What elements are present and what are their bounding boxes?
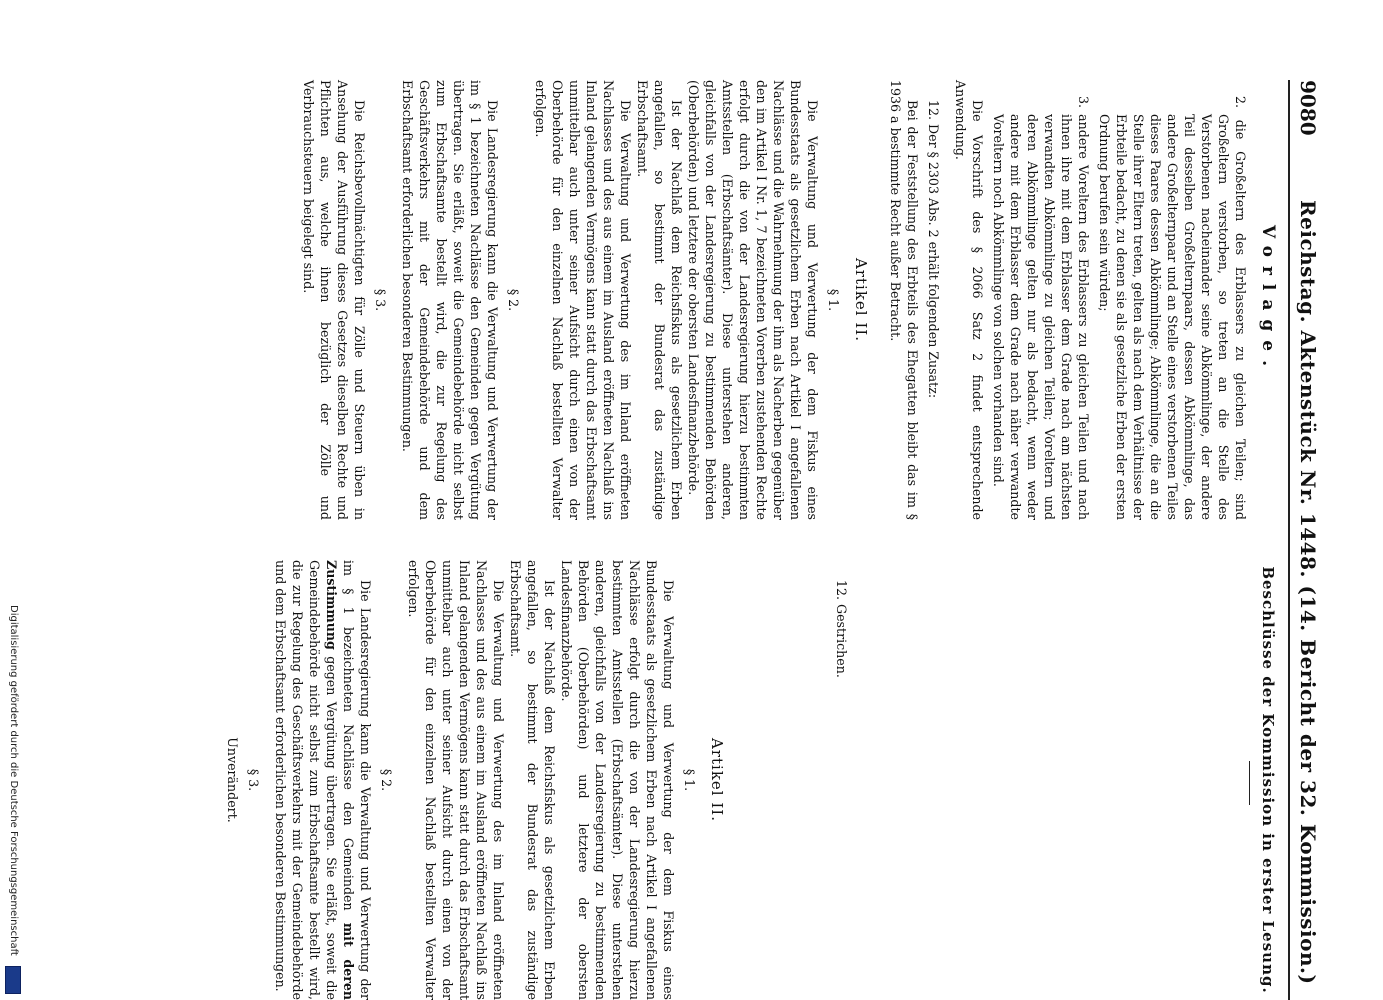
- article-heading: Artikel II.: [852, 258, 870, 342]
- section-1-paragraph-1: Die Verwaltung und Verwertung der dem Fiskus eines Bundesstaats als gesetzlichem Erben nach Artikel I angefallenen Nachlässe erfolgt durch die von der Landesregierung hierzu bestimmten Amtsstellen (Erbschaftsämter). Diese unterstehen anderen, gleichfalls von der Landesregierung zu bestimmenden Behörden (Oberbehörden) und letztere der obersten Landesfinanzbehörde.: [559, 560, 676, 1000]
- section-2-text-a: Die Landesregierung kann die Verwaltung und Verwertung der im § 1 bezeichneten Nachlässe den Gemeinden: [341, 560, 373, 1000]
- section-1-paragraph-3: Die Verwaltung und Verwertung des im Inland eröffneten Nachlasses und des aus einem im Ausland eröffneten Nachlaß ins Inland gelangenden Vermögens kann statt durch das Erbschaftsamt unmittelbar auch unter seiner Aufsicht durch einen von der Oberbehörde für den einzelnen Nachlaß bestellten Verwalter erfolgen.: [406, 560, 506, 1000]
- dfg-logo: [5, 966, 21, 994]
- section-1-paragraph-3: Die Verwaltung und Verwertung des im Inland eröffneten Nachlasses und des aus einem im Ausland eröffneten Nachlaß ins Inland gelangenden Vermögens kann statt durch das Erbschaftsamt unmittelbar auch unter seiner Aufsicht durch einen von der Oberbehörde für den einzelnen Nachlaß bestellten Verwalter erfolgen.: [533, 80, 633, 520]
- list-item-12-struck: 12. Gestrichen.: [834, 580, 849, 678]
- article-heading: Artikel II.: [708, 738, 726, 822]
- column-beschluesse: [70, 560, 1280, 1000]
- column-vorlage: [70, 80, 1280, 520]
- page-header: [1288, 80, 1320, 1000]
- section-3-heading: § 3.: [246, 768, 261, 792]
- rotated-document-page: [60, 80, 1320, 1000]
- list-item-2: 2. die Großeltern des Erblassers zu gleichen Teilen; sind Großeltern verstorben, so treten an die Stelle des Verstorbenen nacheinander seine Abkömmlinge, der andere Teil desselben Großelternpaars, dessen Abkömmlinge, das andere Großelternpaar und an Stelle eines verstorbenen Teiles dieses Paares dessen Abkömmlinge; Abkömmlinge, die an die Stelle ihrer Eltern treten, gelten als nach dem Verhältnisse der Erbteile bedacht, zu denen sie als gesetzliche Erben der ersten Ordnung berufen sein würden;: [1097, 96, 1248, 520]
- paragraph-vorschrift: Die Vorschrift des § 2066 Satz 2 findet entsprechende Anwendung.: [953, 80, 985, 520]
- section-3-paragraph: Die Reichsbevollmächtigten für Zölle und Steuern üben in Ansehung der Ausführung dieses Gesetzes dieselben Rechte und Pflichten aus, welche ihnen bezüglich der Zölle und Verbrauchsteuern beigelegt sind.: [301, 80, 367, 520]
- section-3-heading: § 3.: [373, 288, 388, 312]
- section-2-paragraph: [272, 560, 374, 1000]
- column-heading-vorlage: Vorlage.: [1258, 224, 1278, 376]
- section-2-heading: § 2.: [379, 768, 394, 792]
- page-number: 9080: [1296, 80, 1320, 136]
- section-1-heading: § 1.: [826, 288, 841, 312]
- section-1-paragraph-2: Ist der Nachlaß dem Reichsfiskus als gesetzlichem Erben angefallen, so bestimmt der Bundesrat das zuständige Erbschaftsamt.: [635, 80, 684, 520]
- section-2-paragraph: Die Landesregierung kann die Verwaltung und Verwertung der im § 1 bezeichneten Nachlässe den Gemeinden gegen Vergütung übertragen. Sie erläßt, soweit die Gemeindebehörde nicht selbst zum Erbschaftsamte bestellt wird, die zur Regelung des Geschäftsverkehrs mit der Gemeindebehörde und dem Erbschaftsamt erforderlichen besonderen Bestimmungen.: [400, 80, 500, 520]
- section-2-heading: § 2.: [506, 288, 521, 312]
- section-1-paragraph-1: Die Verwaltung und Verwertung der dem Fiskus eines Bundesstaats als gesetzlichem Erben nach Artikel I angefallenen Nachlässe und die Wahrnehmung der ihm als Nacherben gegenüber den im Artikel I Nr. 1, 7 bezeichneten Vorerben zustehenden Rechte erfolgt durch die von der Landesregierung hierzu bestimmten Amtsstellen (Erbschaftsämter). Diese unterstehen anderen, gleichfalls von der Landesregierung zu bestimmenden Behörden (Oberbehörden) und letztere der obersten Landesfinanzbehörde.: [686, 80, 820, 520]
- section-2-text-b: gegen Vergütung übertragen. Sie erläßt, soweit die Gemeindebehörde nicht selbst zum Erbschaftsamte bestellt wird, die zur Regelung des Geschäftsverkehrs mit der Gemeindebehörde und dem Erbschaftsamt erforderlichen besonderen Bestimmungen.: [273, 560, 339, 1000]
- list-item-12-text: Bei der Feststellung des Erbteils des Ehegatten bleibt das im § 1936 a bestimmte Recht außer Betracht.: [888, 80, 920, 520]
- page-title: Reichstag. Aktenstück Nr. 1448. (14. Bericht der 32. Kommission.): [1296, 200, 1320, 985]
- section-2-text-bold: mit deren Zustimmung: [324, 560, 356, 1000]
- section-1-paragraph-2: Ist der Nachlaß dem Reichsfiskus als gesetzlichem Erben angefallen, so bestimmt der Bundesrat das zuständige Erbschaftsamt.: [508, 560, 557, 1000]
- section-1-heading: § 1.: [682, 768, 697, 792]
- section-3-unchanged: Unverändert.: [225, 737, 240, 823]
- list-item-12: 12. Der § 2303 Abs. 2 erhält folgenden Zusatz:: [926, 100, 941, 399]
- column-heading-beschluesse: [1242, 560, 1276, 1000]
- column-heading-text: Beschlüsse der Kommission in erster Lesung.: [1259, 566, 1277, 994]
- digitization-credit: Digitalisierung gefördert durch die Deutsche Forschungsgemeinschaft: [8, 605, 19, 956]
- list-item-3: 3. andere Voreltern des Erblassers zu gleichen Teilen und nach ihnen ihre mit dem Erblasser dem Grade nach am nächsten verwandten Abkömmlinge zu gleichen Teilen; Voreltern und deren Abkömmlinge gelten nur als bedacht, wenn weder andere mit dem Erblasser dem Grade nach näher verwandte Voreltern noch Abkömmlinge von solchen vorhanden sind.: [991, 96, 1091, 520]
- heading-rule: [1250, 761, 1251, 805]
